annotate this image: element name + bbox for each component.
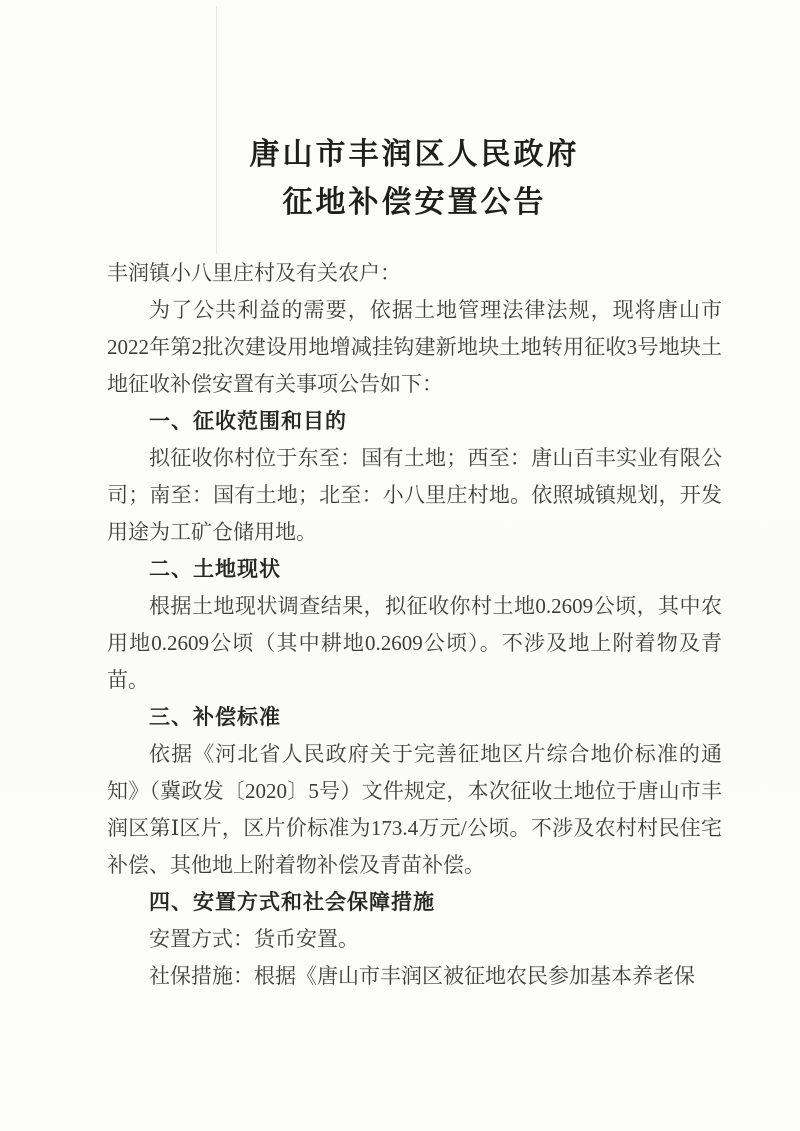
section-3-body: 依据《河北省人民政府关于完善征地区片综合地价标准的通知》（冀政发〔2020〕5号）文件规定，本次征收土地位于唐山市丰润区第Ⅰ区片，区片价标准为173.4万元/公顷。不涉及农村村民住宅补偿、其他地上附着物补偿及青苗补偿。	[107, 742, 722, 877]
section-3-heading: 三、补偿标准	[149, 706, 281, 729]
section-1-heading: 一、征收范围和目的	[149, 410, 347, 433]
title-line-2: 征地补偿安置公告	[282, 186, 547, 219]
section-2-heading: 二、土地现状	[149, 558, 281, 581]
section-4-resettlement-line: 安置方式：货币安置。	[149, 927, 359, 951]
salutation-line: 丰润镇小八里庄村及有关农户：	[107, 261, 401, 285]
announcement-title	[107, 131, 722, 227]
intro-paragraph: 为了公共利益的需要，依据土地管理法律法规，现将唐山市2022年第2批次建设用地增减挂钩建新地块土地转用征收3号地块土地征收补偿安置有关事项公告如下：	[107, 298, 722, 396]
section-4-heading: 四、安置方式和社会保障措施	[149, 891, 435, 914]
title-line-1: 唐山市丰润区人民政府	[249, 138, 580, 171]
section-2-body: 根据土地现状调查结果，拟征收你村土地0.2609公顷，其中农用地0.2609公顷（其中耕地0.2609公顷）。不涉及地上附着物及青苗。	[107, 594, 722, 692]
section-1-body: 拟征收你村位于东至：国有土地；西至：唐山百丰实业有限公司；南至：国有土地；北至：小八里庄村地。依照城镇规划，开发用途为工矿仓储用地。	[107, 446, 722, 544]
section-4-social-security-line: 社保措施：根据《唐山市丰润区被征地农民参加基本养老保	[149, 964, 695, 988]
announcement-body	[107, 131, 722, 995]
